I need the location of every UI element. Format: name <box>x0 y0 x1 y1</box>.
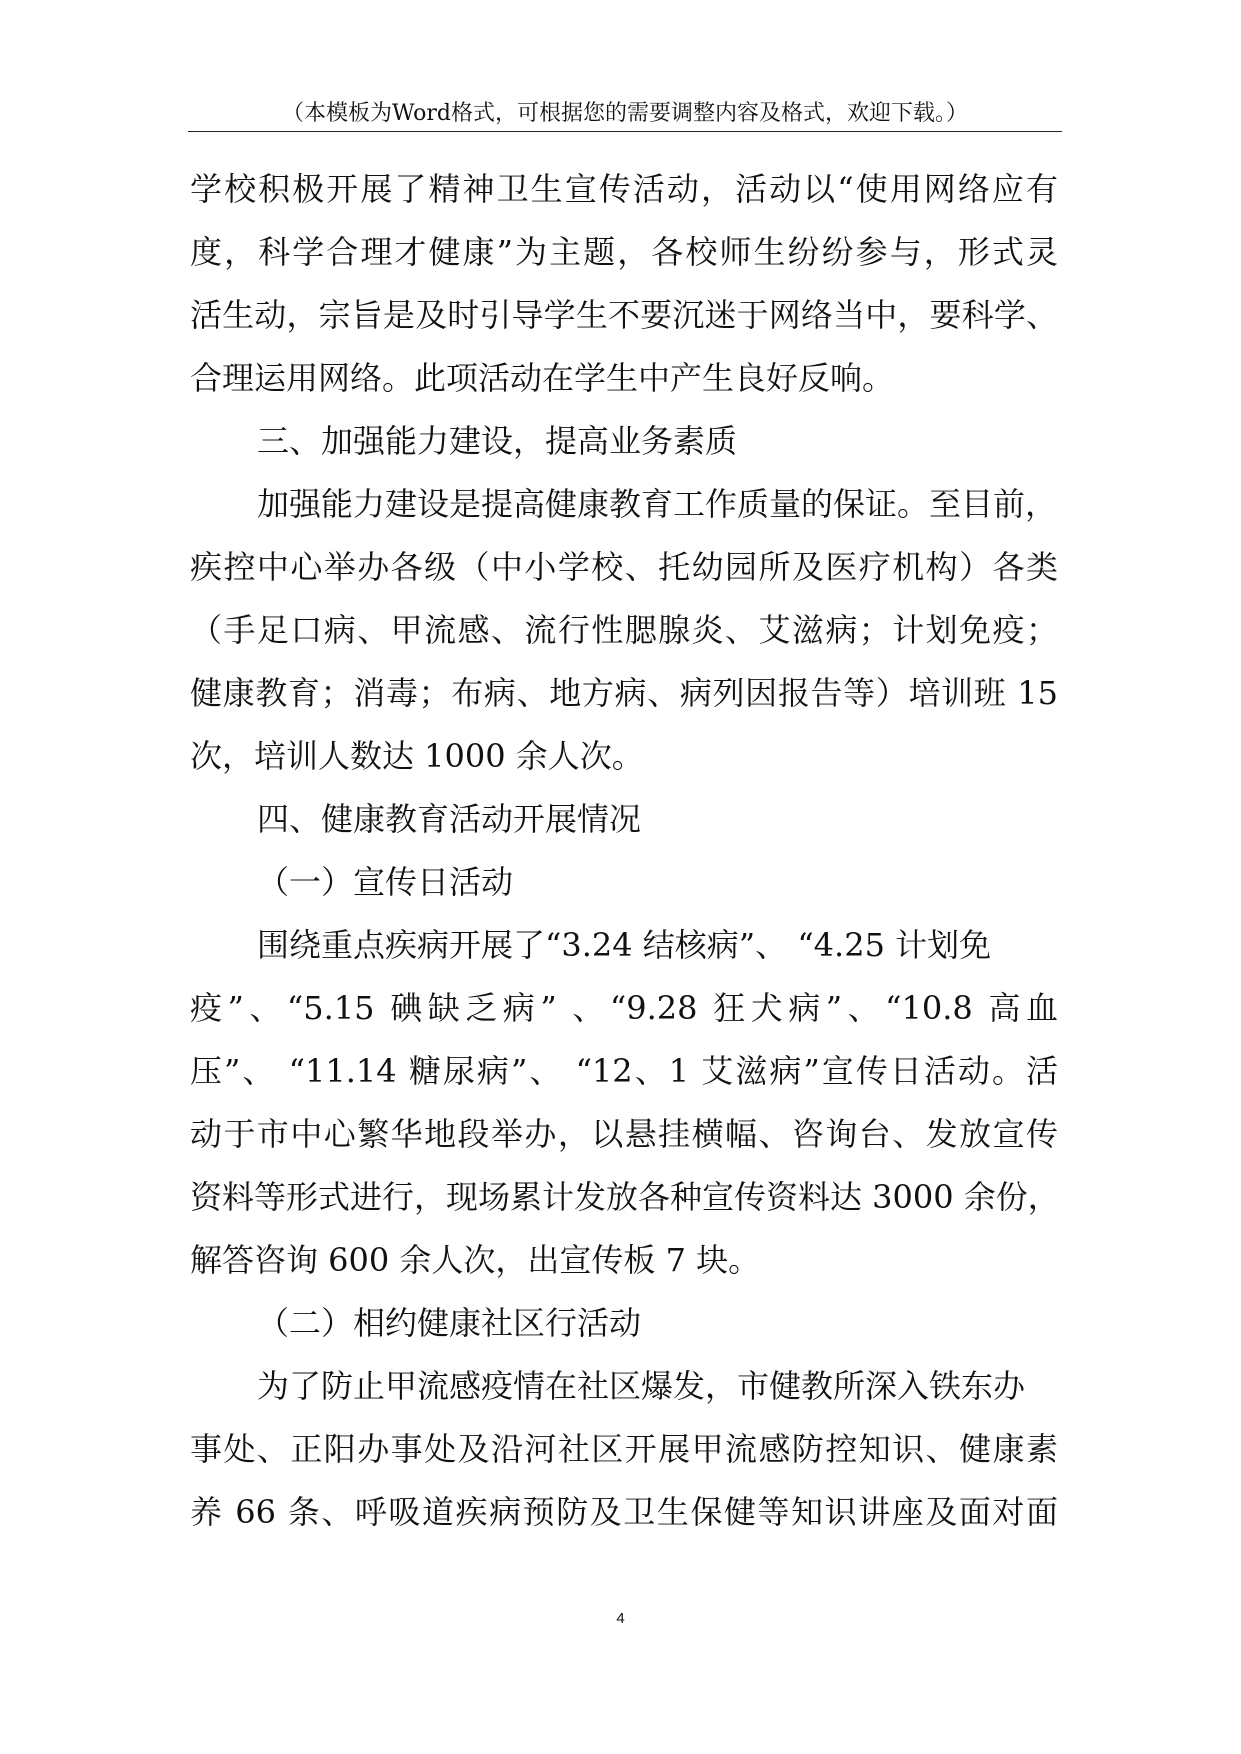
section-heading: 三、加强能力建设，提高业务素质 <box>257 422 738 460</box>
body-line: 解答咨询 600 余人次，出宣传板 7 块。 <box>190 1241 761 1279</box>
subsection-heading: （一）宣传日活动 <box>257 863 514 901</box>
page-header-note: （本模板为Word格式，可根据您的需要调整内容及格式，欢迎下载。） <box>282 101 968 126</box>
body-line: 动于市中心繁华地段举办，以悬挂横幅、咨询台、发放宣传 <box>190 1115 1058 1153</box>
body-line: 为了防止甲流感疫情在社区爆发，市健教所深入铁东办 <box>257 1367 1026 1405</box>
body-line: 健康教育；消毒；布病、地方病、病列因报告等）培训班 15 <box>190 674 1058 712</box>
body-line: 疫”、“5.15 碘缺乏病” 、“9.28 狂犬病”、“10.8 高血 <box>190 989 1058 1027</box>
header-divider <box>188 131 1062 132</box>
subsection-heading: （二）相约健康社区行活动 <box>257 1304 642 1342</box>
body-line: 活生动，宗旨是及时引导学生不要沉迷于网络当中，要科学、 <box>190 296 1058 334</box>
body-line: 围绕重点疾病开展了“3.24 结核病”、 “4.25 计划免 <box>257 926 992 964</box>
body-line: 加强能力建设是提高健康教育工作质量的保证。至目前， <box>257 485 1058 523</box>
body-line: 养 66 条、呼吸道疾病预防及卫生保健等知识讲座及面对面 <box>190 1493 1058 1531</box>
body-line: 资料等形式进行，现场累计发放各种宣传资料达 3000 余份， <box>190 1178 1060 1216</box>
body-line: 度，科学合理才健康”为主题，各校师生纷纷参与，形式灵 <box>190 233 1058 271</box>
body-line: 次，培训人数达 1000 余人次。 <box>190 737 644 775</box>
body-line: 学校积极开展了精神卫生宣传活动，活动以“使用网络应有 <box>190 170 1058 208</box>
body-line: （手足口病、甲流感、流行性腮腺炎、艾滋病；计划免疫； <box>190 611 1058 649</box>
body-line: 事处、正阳办事处及沿河社区开展甲流感防控知识、健康素 <box>190 1430 1058 1468</box>
body-line: 疾控中心举办各级（中小学校、托幼园所及医疗机构）各类 <box>190 548 1058 586</box>
section-heading: 四、健康教育活动开展情况 <box>257 800 642 838</box>
body-line: 合理运用网络。此项活动在学生中产生良好反响。 <box>190 359 895 397</box>
document-body <box>190 158 1070 1544</box>
page-number: 4 <box>616 1610 625 1627</box>
body-line: 压”、 “11.14 糖尿病”、 “12、1 艾滋病”宣传日活动。活 <box>190 1052 1058 1090</box>
